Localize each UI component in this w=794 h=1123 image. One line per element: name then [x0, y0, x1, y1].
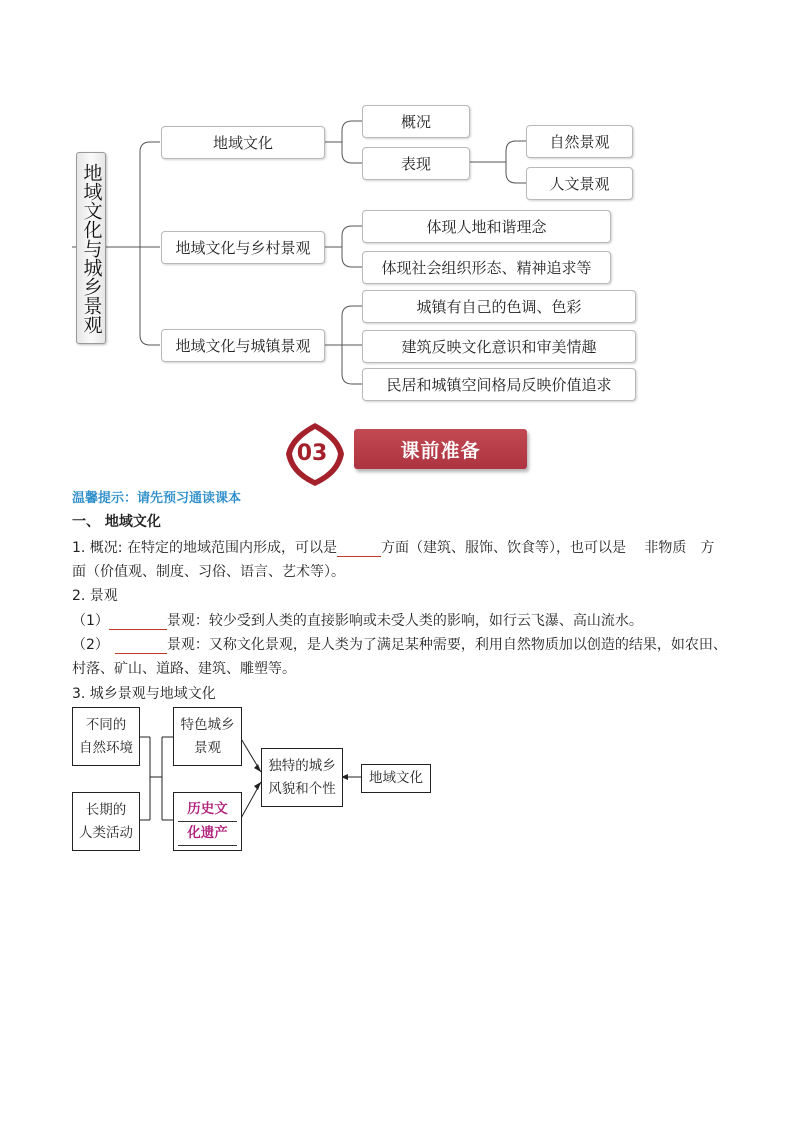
mindmap-root: 地域文化与城乡景观 [76, 152, 106, 344]
section-badge [286, 423, 344, 485]
mindmap-node-urban: 地域文化与城镇景观 [161, 329, 325, 362]
mindmap-node-dwellings: 民居和城镇空间格局反映价值追求 [362, 368, 636, 401]
flow-heritage-line1: 历史文 [178, 798, 237, 822]
mindmap-node-overview: 概况 [362, 105, 470, 138]
flow-unique-line1: 独特的城乡 [268, 757, 336, 774]
mindmap-node-architecture: 建筑反映文化意识和审美情趣 [362, 330, 636, 363]
item3-title: 3. 城乡景观与地域文化 [72, 686, 216, 702]
item2-sub2-line2: 村落、矿山、道路、建筑、雕塑等。 [72, 661, 296, 677]
flow-feature-line2: 景观 [194, 739, 221, 756]
flow-box-unique-character [261, 748, 343, 807]
mindmap-node-colors: 城镇有自己的色调、色彩 [362, 290, 636, 323]
item2-sub1-prefix: （1） [72, 613, 109, 629]
item2-sub1 [72, 610, 643, 630]
item2-sub1-blank [109, 613, 167, 630]
flow-human-line2: 人类活动 [79, 824, 133, 841]
flow-feature-line1: 特色城乡 [180, 716, 235, 733]
section-number: 03 [296, 440, 328, 466]
mindmap-node-harmony: 体现人地和谐理念 [362, 210, 611, 243]
flow-box-regional-culture [361, 764, 431, 793]
item1-blank [337, 540, 381, 557]
mindmap-node-rural: 地域文化与乡村景观 [161, 231, 325, 264]
item2-sub2 [72, 634, 727, 654]
section-title-banner: 课前准备 [354, 429, 527, 469]
flow-natural-line2: 自然环境 [79, 739, 133, 756]
item2-sub2-text: 景观：又称文化景观，是人类为了满足某种需要，利用自然物质加以创造的结果，如农田、 [166, 637, 727, 653]
mindmap-node-social-org: 体现社会组织形态、精神追求等 [362, 251, 611, 284]
item1-line1 [72, 537, 714, 557]
mindmap-node-regional-culture: 地域文化 [161, 126, 325, 159]
item1-before: 1. 概况: 在特定的地域范围内形成，可以是 [72, 540, 337, 556]
item1-after: 方面（建筑、服饰、饮食等），也可以是 非物质 方 [380, 540, 715, 556]
flow-box-natural-environment [72, 707, 140, 766]
item2-sub2-blank [115, 637, 167, 654]
flow-natural-line1: 不同的 [85, 716, 127, 733]
flow-human-line1: 长期的 [85, 801, 127, 818]
flow-heritage-line2: 化遗产 [178, 822, 237, 846]
flow-box-heritage [173, 792, 242, 851]
heading-regional-culture: 一、 地域文化 [72, 514, 161, 530]
item2-sub1-text: 景观：较少受到人类的直接影响或未受人类的影响，如行云飞瀑、高山流水。 [166, 613, 643, 629]
item2-title: 2. 景观 [72, 588, 118, 604]
flow-culture-label: 地域文化 [369, 770, 423, 786]
item1-line2: 面（价值观、制度、习俗、语言、艺术等）。 [72, 564, 345, 580]
flow-box-featured-landscape [173, 707, 242, 766]
tip-text: 温馨提示：请先预习通读课本 [72, 491, 242, 506]
flow-box-human-activity [72, 792, 140, 851]
mindmap-node-human-landscape: 人文景观 [526, 167, 633, 200]
mindmap-node-natural-landscape: 自然景观 [526, 125, 633, 158]
flow-unique-line2: 风貌和个性 [268, 780, 336, 797]
item2-sub2-prefix: （2） [72, 637, 109, 653]
mindmap-node-manifestation: 表现 [362, 147, 470, 180]
